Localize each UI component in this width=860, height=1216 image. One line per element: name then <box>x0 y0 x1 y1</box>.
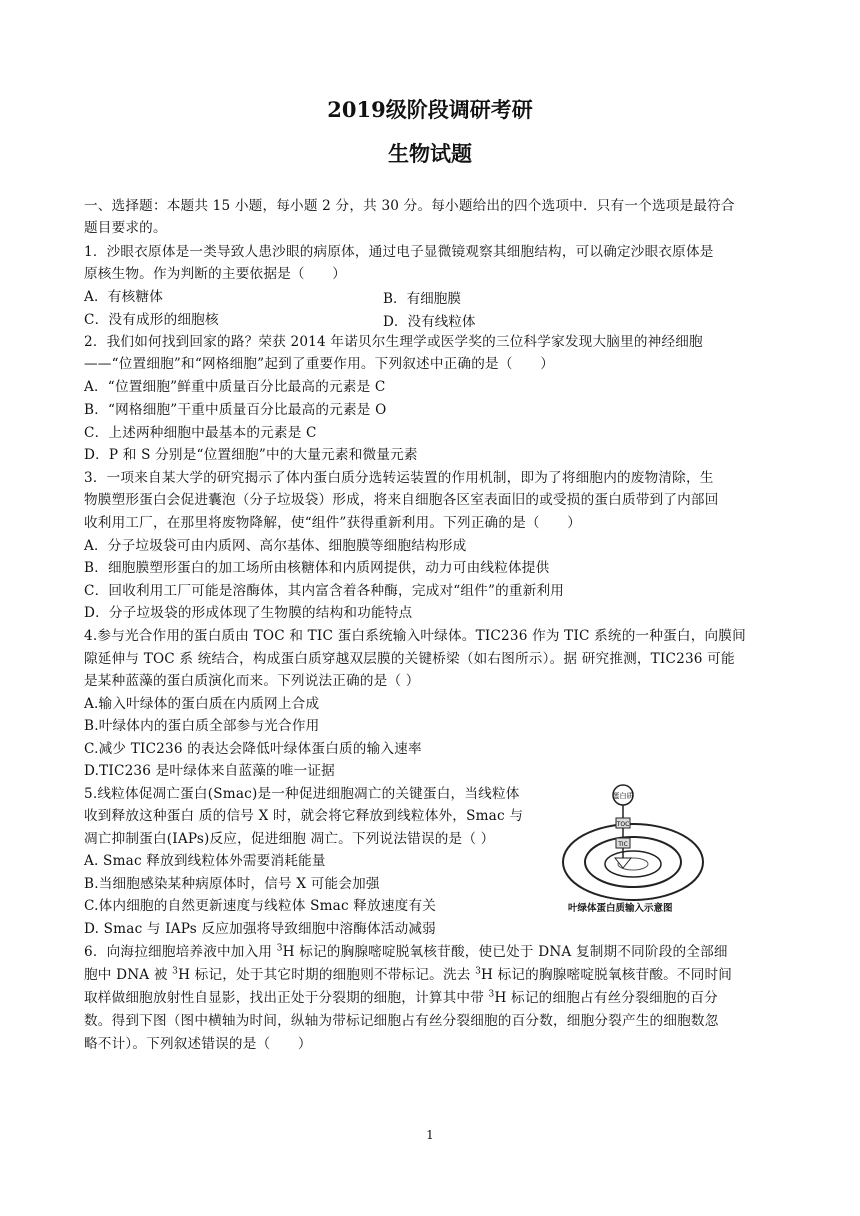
q6-stem-line4: 数。得到下图（图中横轴为时间，纵轴为带标记细胞占有丝分裂细胞的百分数，细胞分裂产生的细胞数忽 <box>84 1013 719 1029</box>
q4-stem-line2: 隙延伸与 TOC 系 统结合，构成蛋白质穿越双层膜的关键桥梁（如右图所示）。据 研究推测，TIC236 可能 <box>84 651 735 667</box>
q3-option-c: C．回收利用工厂可能是溶酶体，其内富含着各种酶，完成对“组件”的重新利用 <box>84 583 565 599</box>
q3-option-d: D．分子垃圾袋的形成体现了生物膜的结构和功能特点 <box>84 605 413 621</box>
tic-label: TIC <box>618 841 628 848</box>
q6-stem-line2: 胞中 DNA 被 $^3$H 标记，处于其它时期的细胞则不带标记。洗去 $^3$H 标记的胸腺嘧啶脱氧核苷酸。不同时间 <box>84 966 733 983</box>
q4-stem-line1: 4.参与光合作用的蛋白质由 TOC 和 TIC 蛋白系统输入叶绿体。TIC236 作为 TIC 系统的一种蛋白，向膜间 <box>84 628 746 644</box>
q5-option-c: C.体内细胞的自然更新速度与线粒体 Smac 释放速度有关 <box>84 898 437 914</box>
q5-stem-line3: 凋亡抑制蛋白(IAPs)反应，促进细胞 凋亡。下列说法错误的是（ ） <box>84 831 495 847</box>
q2-option-d: D．P 和 S 分别是“位置细胞”中的大量元素和微量元素 <box>84 447 418 463</box>
q3-stem-line2: 物膜塑形蛋白会促进囊泡（分子垃圾袋）形成，将来自细胞各区室表面旧的或受损的蛋白质带到了内部回 <box>84 492 719 508</box>
exam-subtitle: 生物试题 <box>388 141 472 166</box>
toc-label: TOC <box>616 821 630 828</box>
q4-option-b: B.叶绿体内的蛋白质全部参与光合作用 <box>84 718 320 734</box>
page-number: 1 <box>426 1128 434 1142</box>
q1-option-d: D．没有线粒体 <box>383 314 476 330</box>
q5-stem-line2: 收到释放这种蛋白 质的信号 X 时，就会将它释放到线粒体外，Smac 与 <box>84 808 524 824</box>
chloroplast-protein-import-figure <box>560 780 706 918</box>
q3-stem-line3: 收利用工厂，在那里将废物降解，使“组件”获得重新利用。下列正确的是（ ） <box>84 515 582 531</box>
q2-option-a: A．“位置细胞”鲜重中质量百分比最高的元素是 C <box>84 379 386 395</box>
q1-option-c: C．没有成形的细胞核 <box>84 312 219 328</box>
q6-stem-line5: 略不计）。下列叙述错误的是（ ） <box>84 1036 312 1052</box>
q1-stem-line2: 原核生物。作为判断的主要依据是（ ） <box>84 266 347 282</box>
q4-option-c: C.减少 TIC236 的表达会降低叶绿体蛋白质的输入速率 <box>84 741 422 757</box>
q6-stem-line3: 取样做细胞放射性自显影，找出正处于分裂期的细胞，计算其中带 $^3$H 标记的细胞占有丝分裂细胞的百分 <box>84 989 718 1006</box>
q2-option-c: C．上述两种细胞中最基本的元素是 C <box>84 425 317 441</box>
q6-stem-line1: 6．向海拉细胞培养液中加入用 $^3$H 标记的胸腺嘧啶脱氧核苷酸，使已处于 DNA 复制期不同阶段的全部细 <box>84 943 728 960</box>
q4-stem-line3: 是某种蓝藻的蛋白质演化而来。下列说法正确的是（ ） <box>84 673 420 689</box>
q4-option-a: A.输入叶绿体的蛋白质在内质网上合成 <box>84 696 320 712</box>
q3-option-a: A．分子垃圾袋可由内质网、高尔基体、细胞膜等细胞结构形成 <box>84 538 467 554</box>
q5-option-b: B.当细胞感染某种病原体时，信号 X 可能会加强 <box>84 876 380 892</box>
q3-stem-line1: 3．一项来自某大学的研究揭示了体内蛋白质分选转运装置的作用机制，即为了将细胞内的废物清除，生 <box>84 470 714 486</box>
q5-option-d: D. Smac 与 IAPs 反应加强将导致细胞中溶酶体活动减弱 <box>84 921 436 937</box>
q4-option-d: D.TIC236 是叶绿体来自蓝藻的唯一证据 <box>84 763 335 779</box>
q3-option-b: B．细胞膜塑形蛋白的加工场所由核糖体和内质网提供，动力可由线粒体提供 <box>84 560 550 576</box>
q1-stem-line1: 1．沙眼衣原体是一类导致人患沙眼的病原体，通过电子显微镜观察其细胞结构，可以确定沙眼衣原体是 <box>84 244 714 260</box>
exam-title: 2019级阶段调研考研 <box>327 97 533 122</box>
section-intro-line2: 题目要求的。 <box>84 220 167 236</box>
q5-option-a: A. Smac 释放到线粒体外需要消耗能量 <box>84 853 326 869</box>
q2-stem-line1: 2．我们如何找到回家的路？荣获 2014 年诺贝尔生理学或医学奖的三位科学家发现大脑里的神经细胞 <box>84 334 703 350</box>
section-intro-line1: 一、选择题：本题共 15 小题，每小题 2 分，共 30 分。每小题给出的四个选项中．只有一个选项是最符合 <box>84 198 735 214</box>
q5-stem-line1: 5.线粒体促凋亡蛋白(Smac)是一种促进细胞凋亡的关键蛋白，当线粒体 <box>84 786 520 802</box>
q1-option-a: A．有核糖体 <box>84 289 163 305</box>
q1-option-b: B．有细胞膜 <box>383 291 461 307</box>
q2-stem-line2: ——“位置细胞”和“网格细胞”起到了重要作用。下列叙述中正确的是（ ） <box>84 356 554 372</box>
protein-label: 蛋白质 <box>612 792 634 800</box>
figure-caption: 叶绿体蛋白质输入示意图 <box>568 903 673 914</box>
q2-option-b: B．“网格细胞”干重中质量百分比最高的元素是 O <box>84 402 387 418</box>
